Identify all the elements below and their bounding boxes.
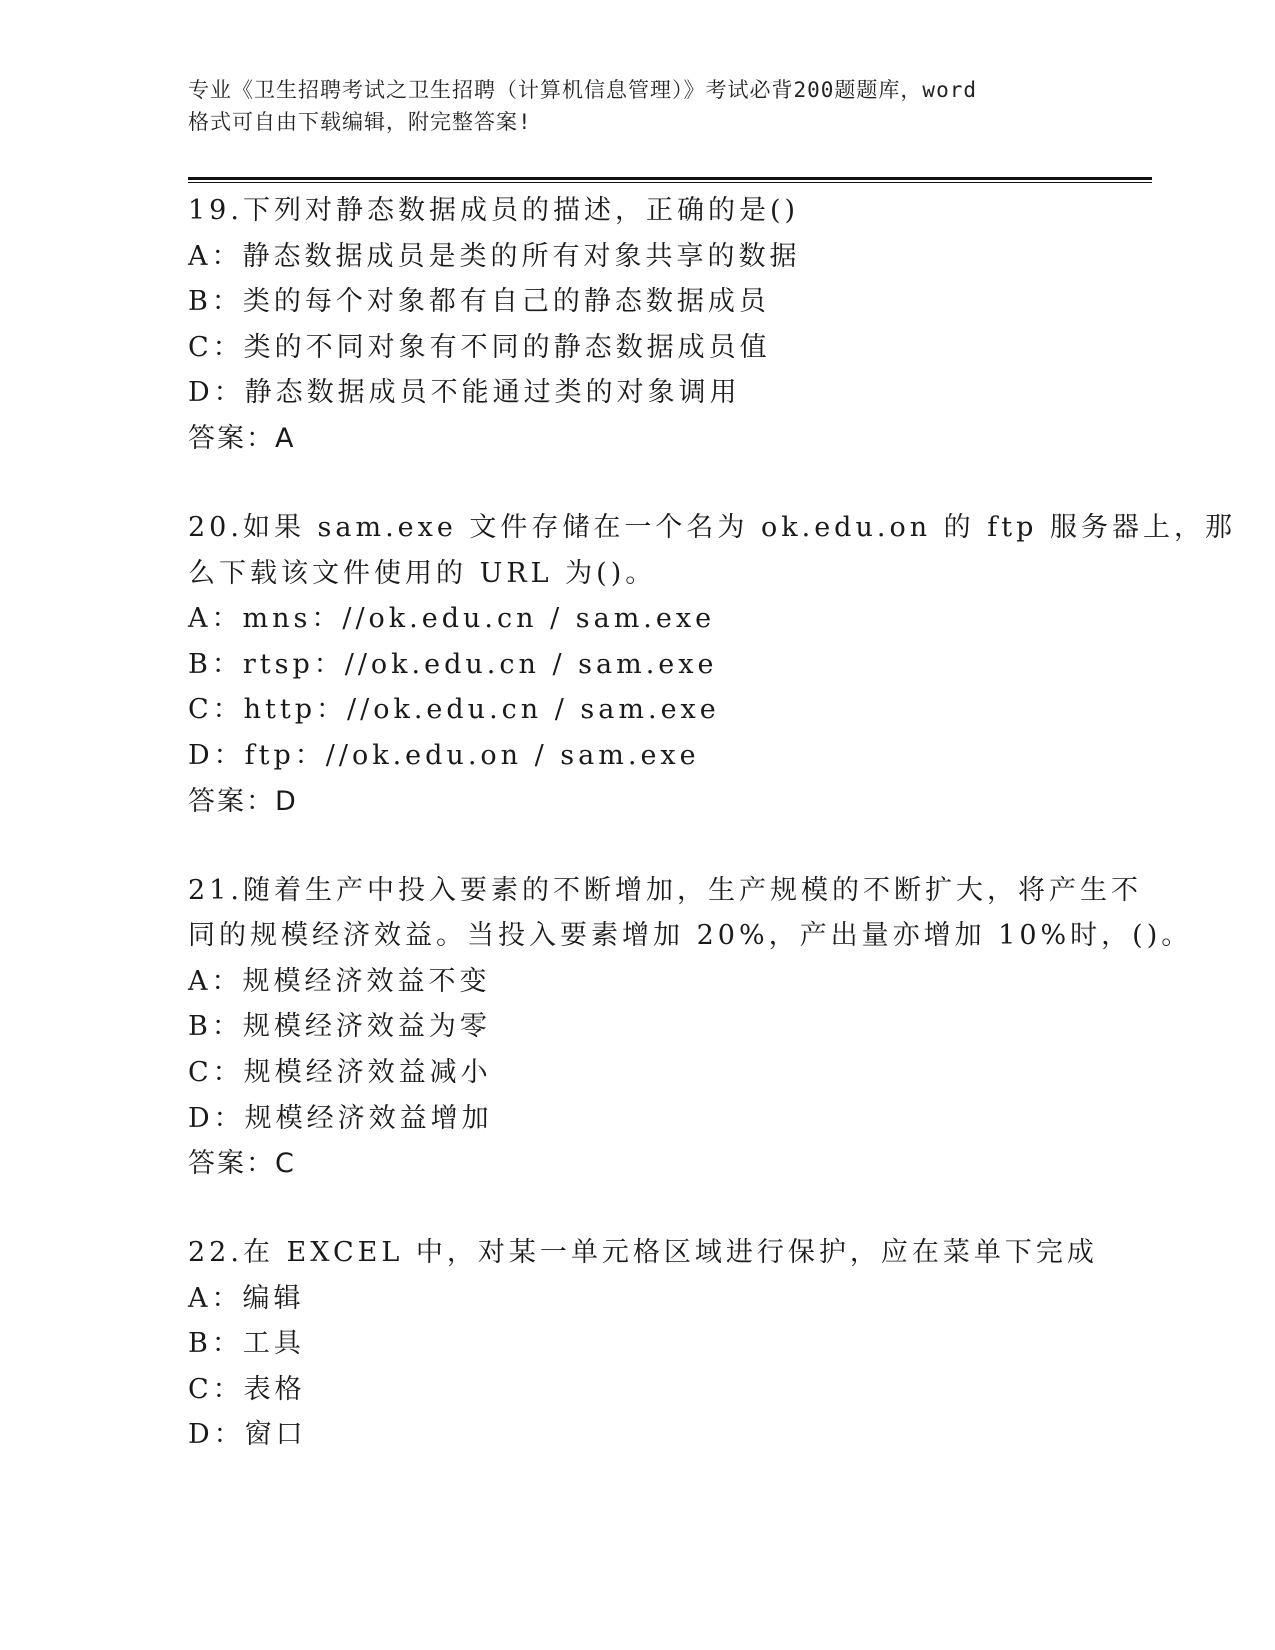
option-c: C：表格 <box>188 1373 306 1405</box>
question-20 <box>188 505 1236 824</box>
option-b: B：规模经济效益为零 <box>188 1011 491 1043</box>
option-d: D：窗口 <box>188 1419 307 1451</box>
document-header <box>188 74 1088 138</box>
question-stem-line-2: 么下载该文件使用的 URL 为()。 <box>188 557 657 589</box>
option-a: A：规模经济效益不变 <box>188 965 491 997</box>
question-list <box>188 188 1236 1502</box>
question-stem-line-2: 同的规模经济效益。当投入要素增加 20%，产出量亦增加 10%时，()。 <box>188 920 1193 952</box>
answer-line: 答案：C <box>188 1148 296 1180</box>
question-21 <box>188 868 1193 1187</box>
option-d: D：规模经济效益增加 <box>188 1102 493 1134</box>
option-c: C：规模经济效益减小 <box>188 1056 492 1088</box>
question-stem-line-1: 21.随着生产中投入要素的不断增加，生产规模的不断扩大，将产生不 <box>188 874 1142 906</box>
question-19 <box>188 188 1088 461</box>
option-b: B：类的每个对象都有自己的静态数据成员 <box>188 286 770 318</box>
option-b: B：rtsp：//ok.edu.cn / sam.exe <box>188 648 718 680</box>
option-d: D：静态数据成员不能通过类的对象调用 <box>188 377 741 409</box>
header-divider-thick <box>188 177 1152 180</box>
option-c: C：类的不同对象有不同的静态数据成员值 <box>188 331 771 363</box>
answer-line: 答案：A <box>188 422 296 454</box>
question-stem: 22.在 EXCEL 中，对某一单元格区域进行保护，应在菜单下完成 <box>188 1237 1098 1269</box>
option-c: C：http：//ok.edu.cn / sam.exe <box>188 694 720 726</box>
header-line-2: 格式可自由下载编辑，附完整答案! <box>188 110 532 134</box>
option-b: B：工具 <box>188 1328 305 1360</box>
question-stem: 19.下列对静态数据成员的描述，正确的是() <box>188 195 800 226</box>
option-d: D：ftp：//ok.edu.on / sam.exe <box>188 739 700 771</box>
question-stem-line-1: 20.如果 sam.exe 文件存储在一个名为 ok.edu.on 的 ftp 服务器上，那 <box>188 511 1236 543</box>
answer-line: 答案：D <box>188 785 298 817</box>
option-a: A：编辑 <box>188 1282 305 1314</box>
question-22 <box>188 1230 1098 1458</box>
option-a: A：静态数据成员是类的所有对象共享的数据 <box>188 240 801 272</box>
option-a: A：mns：//ok.edu.cn / sam.exe <box>188 603 716 635</box>
header-line-1: 专业《卫生招聘考试之卫生招聘（计算机信息管理）》考试必背200题题库，word <box>188 78 977 102</box>
header-divider-thin <box>188 182 1152 183</box>
